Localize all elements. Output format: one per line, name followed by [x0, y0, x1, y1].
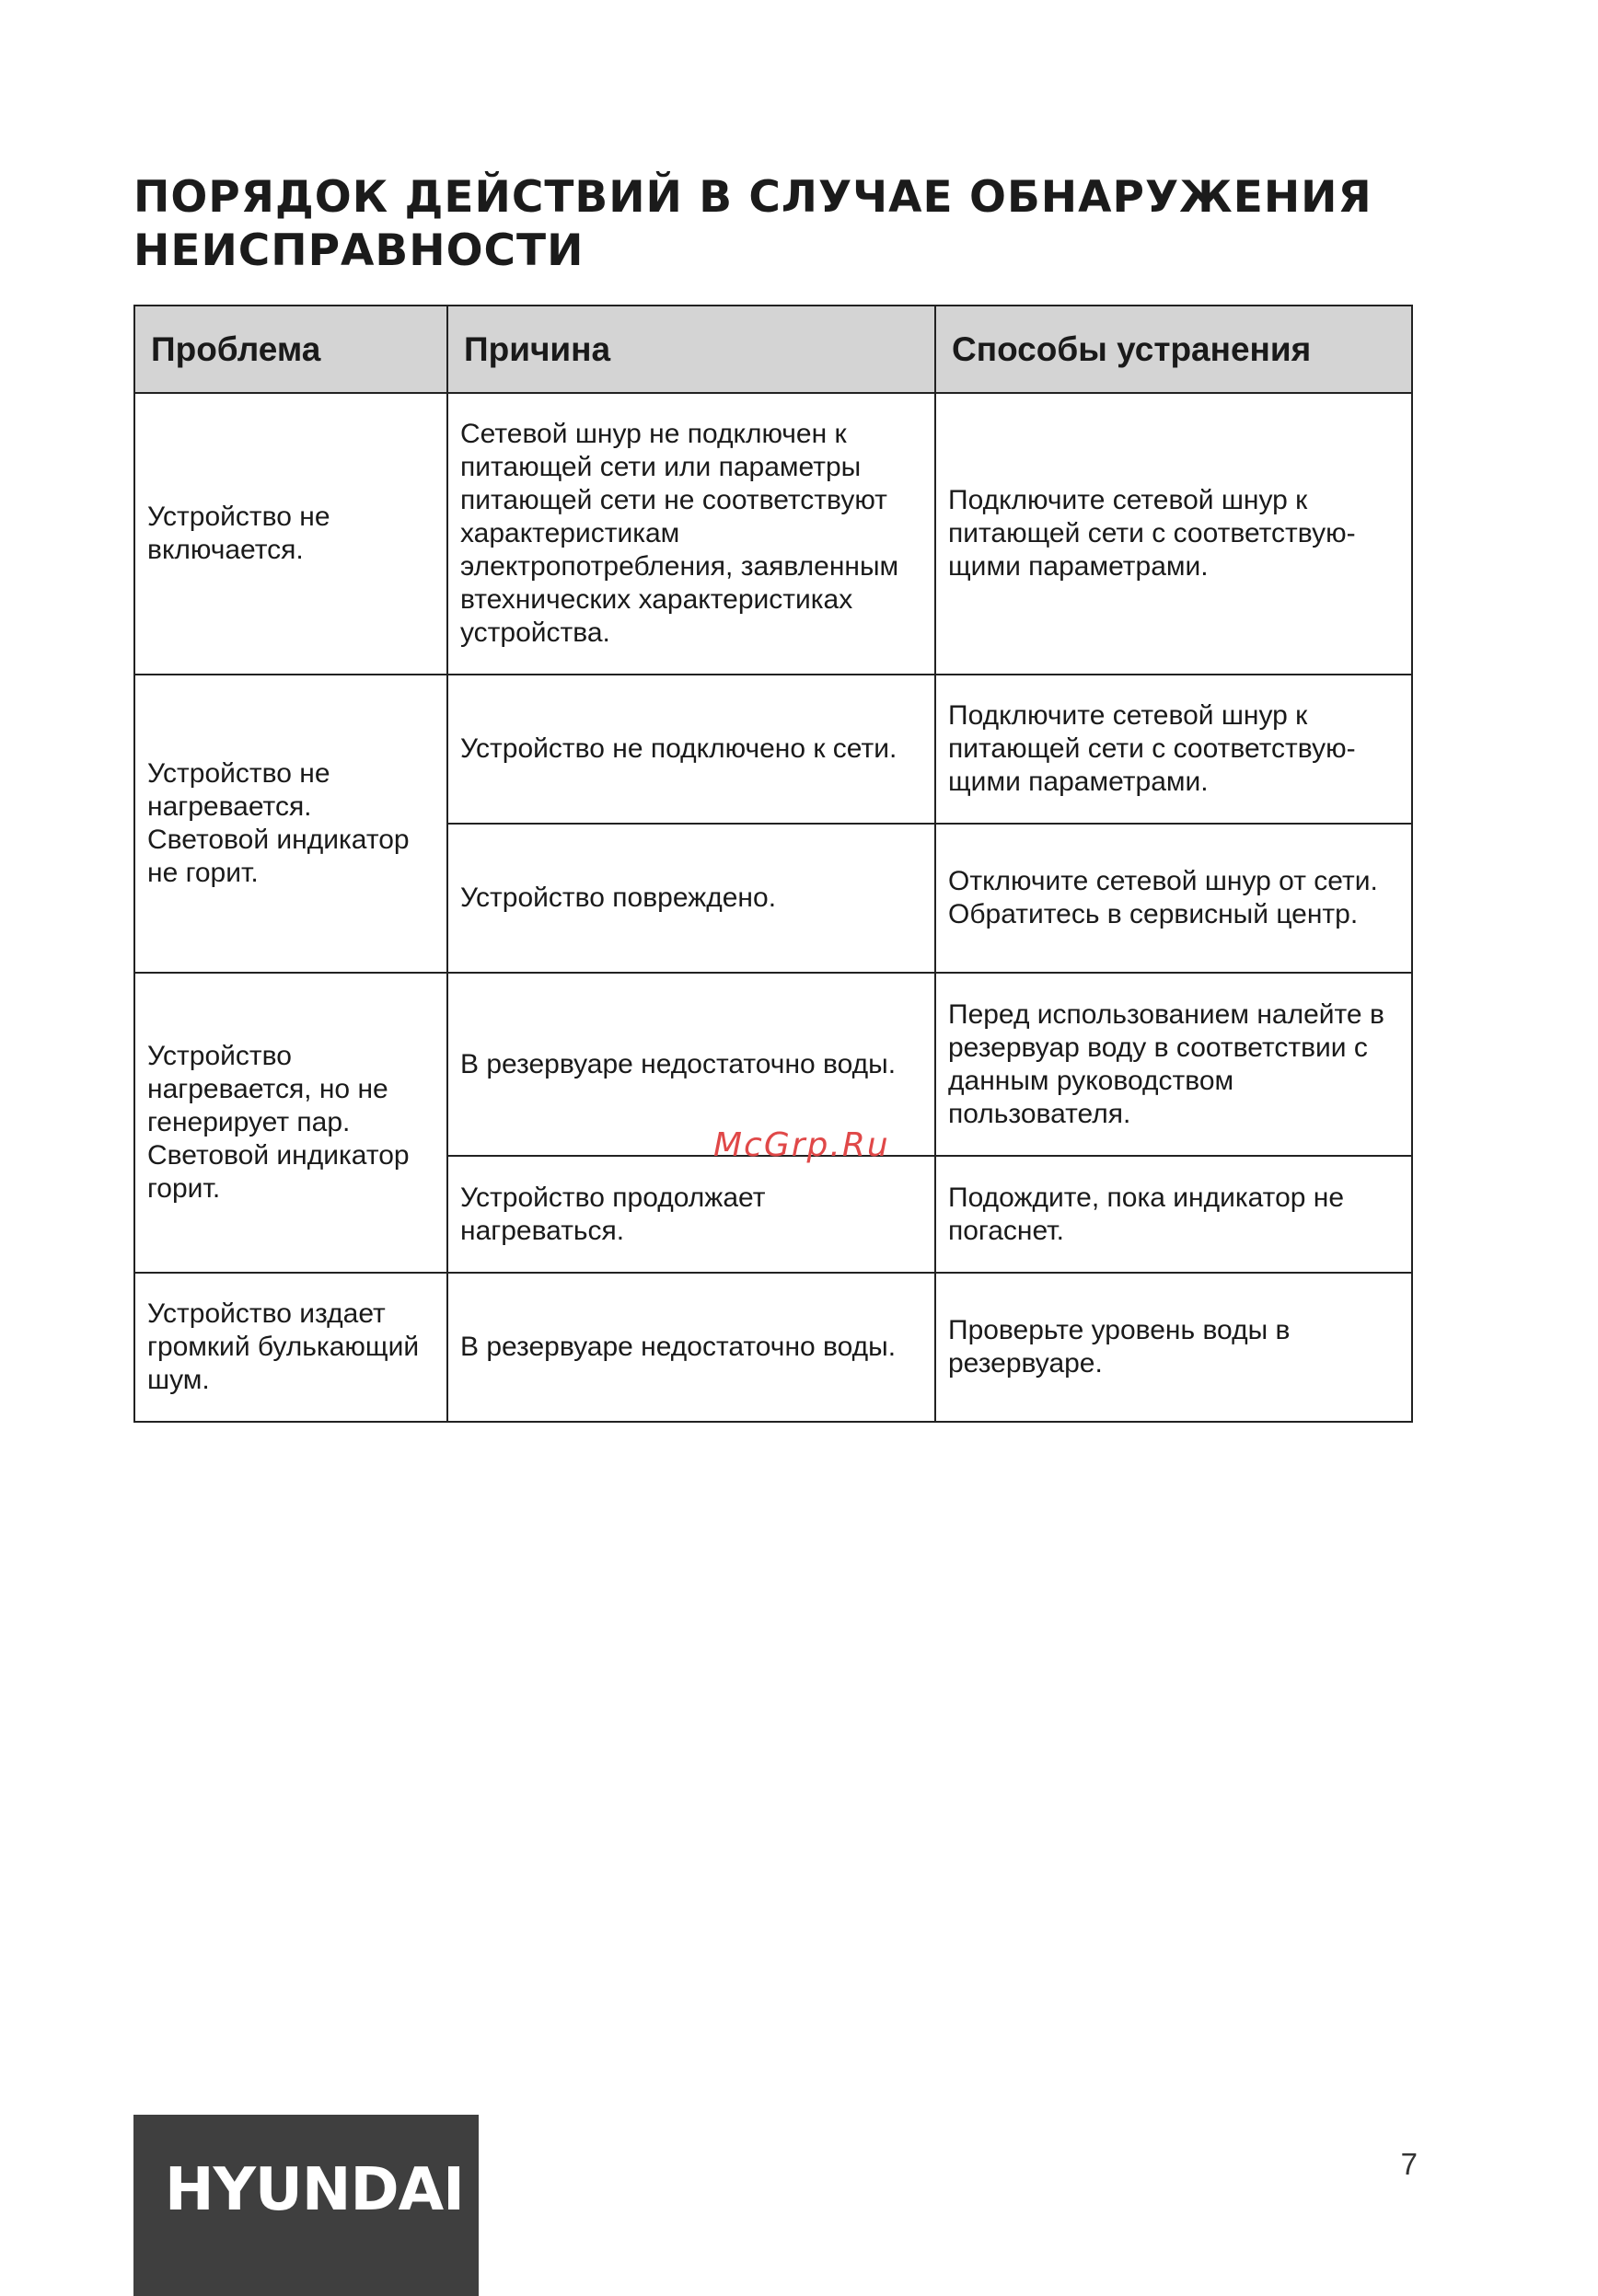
header-cause: Причина [447, 306, 935, 393]
cause-cell: Устройство продолжает нагреваться. [447, 1156, 935, 1273]
watermark: McGrp.Ru [713, 1126, 890, 1164]
problem-cell: Устройство издает громкий булькающий шум. [134, 1273, 447, 1422]
cause-cell: Устройство не подключено к сети. [447, 675, 935, 824]
page-title-line-1: ПОРЯДОК ДЕЙСТВИЙ В СЛУЧАЕ ОБНАРУЖЕНИЯ [133, 172, 1372, 223]
solution-cell: Перед использованием налейте в резервуар воду в соответствии с данным руководством пользователя. [935, 973, 1412, 1156]
brand-logo: HYUNDAI [165, 2156, 464, 2224]
problem-cell: Устройство не нагревается. Световой индикатор не горит. [134, 675, 447, 973]
cause-cell: В резервуаре недостаточно воды. [447, 1273, 935, 1422]
header-solution: Способы устранения [935, 306, 1412, 393]
solution-cell: Проверьте уровень воды в резервуаре. [935, 1273, 1412, 1422]
solution-cell: Подключите сетевой шнур к питающей сети с соответствую-щими параметрами. [935, 393, 1412, 675]
table-row [134, 393, 1412, 675]
problem-cell: Устройство нагревается, но не генерирует пар. Световой индикатор горит. [134, 973, 447, 1273]
table-row [134, 1273, 1412, 1422]
page-title-line-2: НЕИСПРАВНОСТИ [133, 225, 585, 276]
header-problem: Проблема [134, 306, 447, 393]
solution-cell: Подключите сетевой шнур к питающей сети с соответствую-щими параметрами. [935, 675, 1412, 824]
page-number: 7 [1400, 2147, 1418, 2181]
brand-logo-block [133, 2115, 479, 2296]
cause-cell: В резервуаре недостаточно воды. [447, 973, 935, 1156]
problem-cell: Устройство не включается. [134, 393, 447, 675]
troubleshooting-table [133, 305, 1413, 1423]
page-title [133, 171, 1410, 278]
solution-cell: Подождите, пока индикатор не погаснет. [935, 1156, 1412, 1273]
table-header-row [134, 306, 1412, 393]
solution-cell: Отключите сетевой шнур от сети. Обратитесь в сервисный центр. [935, 824, 1412, 973]
cause-cell: Сетевой шнур не подключен к питающей сети или параметры питающей сети не соответствуют характеристикам электропотребления, заявленным втехнических характеристиках устройства. [447, 393, 935, 675]
cause-cell: Устройство повреждено. [447, 824, 935, 973]
table-row [134, 675, 1412, 824]
